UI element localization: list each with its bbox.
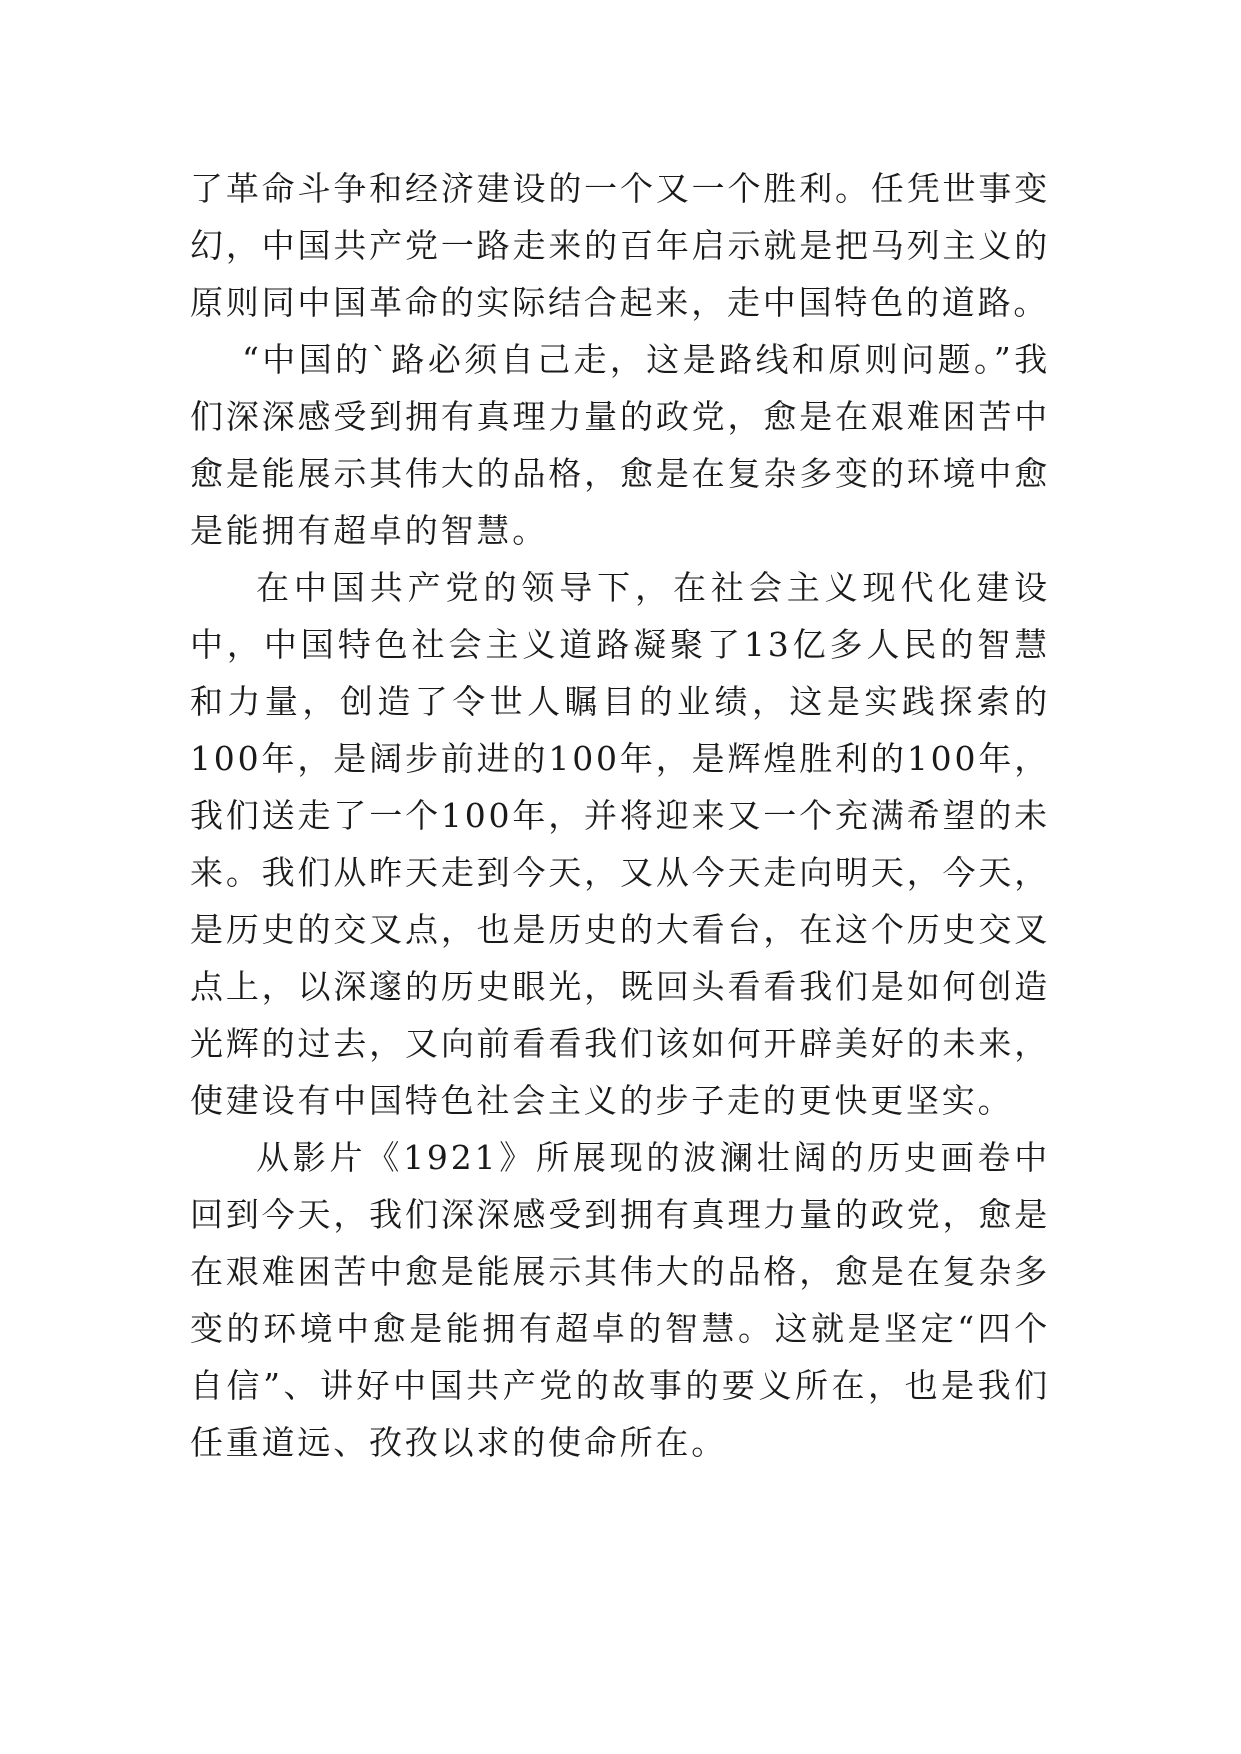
paragraph-film-1921: 从影片《1921》所展现的波澜壮阔的历史画卷中回到今天，我们深深感受到拥有真理力量的政党，愈是在艰难困苦中愈是能展示其伟大的品格，愈是在复杂多变的环境中愈是能拥有超卓的智慧。这就是坚定“四个自信”、讲好中国共产党的故事的要义所在，也是我们任重道远、孜孜以求的使命所在。 (190, 1138, 1050, 1462)
paragraph-quote: “中国的`路必须自己走，这是路线和原则问题。”我们深深感受到拥有真理力量的政党，愈是在艰难困苦中愈是能展示其伟大的品格，愈是在复杂多变的环境中愈是能拥有超卓的智慧。 (190, 340, 1050, 550)
body-text (190, 160, 1050, 1471)
paragraph-continued: 了革命斗争和经济建设的一个又一个胜利。任凭世事变幻，中国共产党一路走来的百年启示就是把马列主义的原则同中国革命的实际结合起来，走中国特色的道路。 (190, 169, 1050, 322)
paragraph-socialism: 在中国共产党的领导下，在社会主义现代化建设中，中国特色社会主义道路凝聚了13亿多人民的智慧和力量，创造了令世人瞩目的业绩，这是实践探索的100年，是阔步前进的100年，是辉煌胜利的100年，我们送走了一个100年，并将迎来又一个充满希望的未来。我们从昨天走到今天，又从今天走向明天，今天，是历史的交叉点，也是历史的大看台，在这个历史交叉点上，以深邃的历史眼光，既回头看看我们是如何创造光辉的过去，又向前看看我们该如何开辟美好的未来，使建设有中国特色社会主义的步子走的更快更坚实。 (190, 568, 1050, 1120)
